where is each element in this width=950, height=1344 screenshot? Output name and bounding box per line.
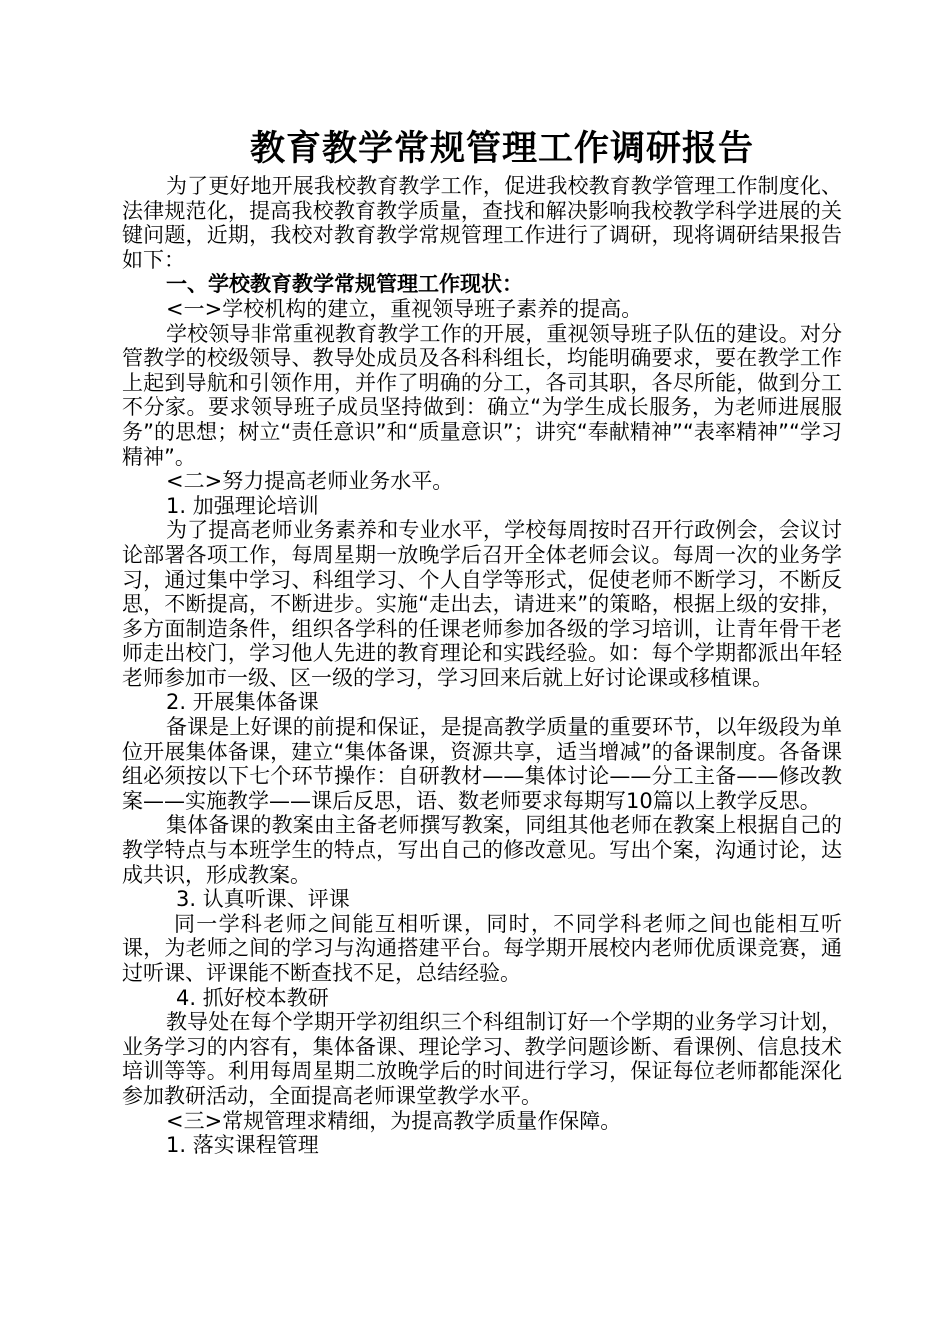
- collective-lesson-prep-paragraph-1: 备课是上好课的前提和保证，是提高教学质量的重要环节，以年级段为单位开展集体备课，建立“集体备课，资源共享，适当增减”的备课制度。各备课组必须按以下七个环节操作：自研教材——集体讨论——分工主备——修改教案——实施教学——课后反思，语、数老师要求每期写10篇以上教学反思。: [122, 715, 842, 813]
- leadership-paragraph: 学校领导非常重视教育教学工作的开展，重视领导班子队伍的建设。对分管教学的校级领导、教导处成员及各科科组长，均能明确要求，要在教学工作上起到导航和引领作用，并作了明确的分工，各司其职，各尽所能，做到分工不分家。要求领导班子成员坚持做到：确立“为学生成长服务，为老师进展服务”的思想；树立“责任意识”和“质量意识”；讲究“奉献精神”“表率精神”“学习精神”。: [122, 321, 842, 469]
- document-title: 教育教学常规管理工作调研报告: [249, 128, 754, 169]
- intro-paragraph: 为了更好地开展我校教育教学工作，促进我校教育教学管理工作制度化、法律规范化，提高我校教育教学质量，查找和解决影响我校教学科学进展的关键问题，近期，我校对教育教学常规管理工作进行了调研，现将调研结果报告如下：: [122, 174, 842, 272]
- item-heading-school-research: 4. 抓好校本教研: [176, 985, 329, 1010]
- section-heading-status: 一、学校教育教学常规管理工作现状：: [166, 272, 523, 297]
- item-heading-lesson-observation: 3. 认真听课、评课: [176, 887, 350, 912]
- subsection-heading-teacher-skills: <二>努力提高老师业务水平。: [166, 469, 454, 494]
- theory-training-paragraph: 为了提高老师业务素养和专业水平，学校每周按时召开行政例会，会议讨论部署各项工作，每周星期一放晚学后召开全体老师会议。每周一次的业务学习，通过集中学习、科组学习、个人自学等形式，促使老师不断学习，不断反思，不断提高，不断进步。实施“走出去，请进来”的策略，根据上级的安排，多方面制造条件，组织各学科的任课老师参加各级的学习培训，让青年骨干老师走出校门，学习他人先进的教育理论和实践经验。如：每个学期都派出年轻老师参加市一级、区一级的学习，学习回来后就上好讨论课或移植课。: [122, 518, 842, 690]
- subsection-heading-leadership: <一>学校机构的建立，重视领导班子素养的提高。: [166, 296, 643, 321]
- item-heading-collective-lesson-prep: 2. 开展集体备课: [166, 690, 319, 715]
- item-heading-course-management: 1. 落实课程管理: [166, 1133, 319, 1158]
- document-page: [122, 128, 842, 1158]
- school-research-paragraph: 教导处在每个学期开学初组织三个科组制订好一个学期的业务学习计划，业务学习的内容有，集体备课、理论学习、教学问题诊断、看课例、信息技术培训等等。利用每周星期二放晚学后的时间进行学习，保证每位老师都能深化参加教研活动，全面提高老师课堂教学水平。: [122, 1010, 842, 1108]
- lesson-observation-paragraph: 同一学科老师之间能互相听课，同时，不同学科老师之间也能相互听课，为老师之间的学习与沟通搭建平台。每学期开展校内老师优质课竞赛，通过听课、评课能不断查找不足，总结经验。: [122, 911, 842, 985]
- item-heading-theory-training: 1. 加强理论培训: [166, 493, 319, 518]
- collective-lesson-prep-paragraph-2: 集体备课的教案由主备老师撰写教案，同组其他老师在教案上根据自己的教学特点与本班学生的特点，写出自己的修改意见。写出个案，沟通讨论，达成共识，形成教案。: [122, 813, 842, 887]
- subsection-heading-routine-management: <三>常规管理求精细，为提高教学质量作保障。: [166, 1108, 622, 1133]
